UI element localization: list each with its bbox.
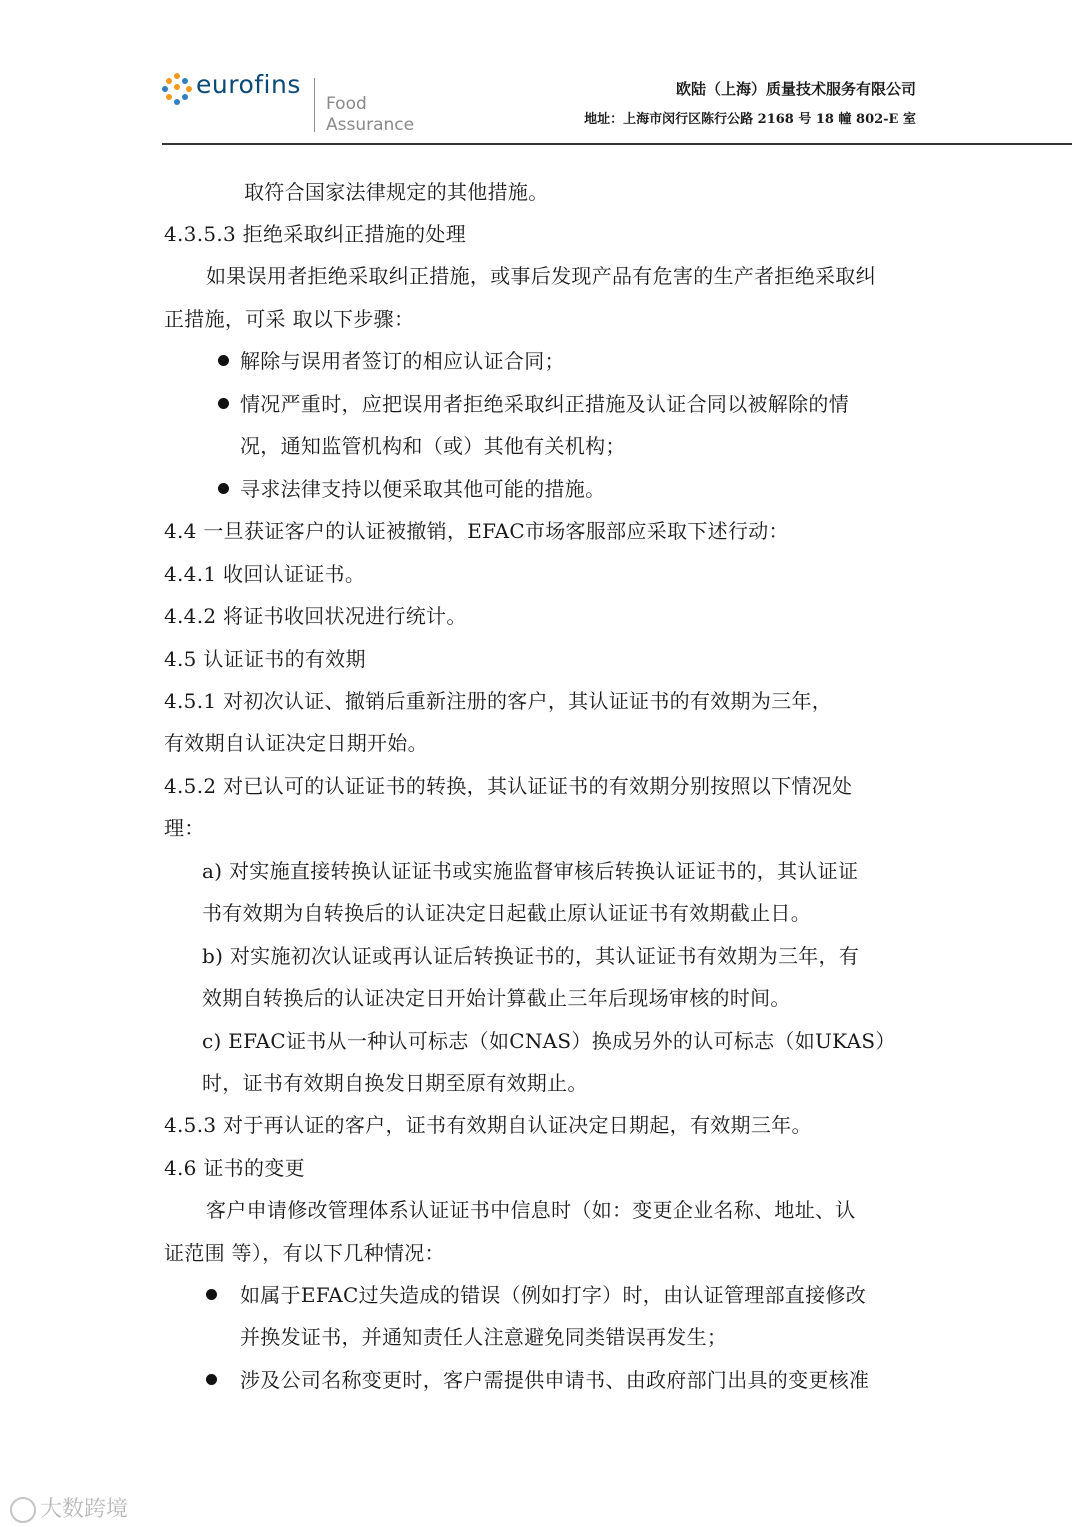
bullet-icon	[218, 483, 229, 494]
section-heading: 4.6 证书的变更	[164, 1156, 305, 1180]
paragraph-line: 4.4.1 收回认证证书。	[164, 562, 366, 586]
paragraph-line: 正措施，可采 取以下步骤：	[164, 307, 415, 331]
bullet-icon	[206, 1374, 217, 1385]
paragraph-line: 客户申请修改管理体系认证证书中信息时（如：变更企业名称、地址、认	[206, 1198, 856, 1222]
bullet-icon	[206, 1289, 217, 1300]
logo-wordmark: eurofins	[196, 70, 301, 99]
paragraph-line: 理：	[164, 816, 205, 840]
paragraph-line: 4.4.2 将证书收回状况进行统计。	[164, 604, 467, 628]
bullet-icon	[218, 398, 229, 409]
section-heading: 4.4 一旦获证客户的认证被撤销，EFAC市场客服部应采取下述行动：	[164, 519, 789, 543]
list-item-continuation: 况，通知监管机构和（或）其他有关机构；	[240, 434, 626, 458]
company-name: 欧陆（上海）质量技术服务有限公司	[675, 80, 916, 98]
list-item: c) EFAC证书从一种认可标志（如CNAS）换成另外的认可标志（如UKAS）	[202, 1029, 896, 1053]
list-item-continuation: 并换发证书，并通知责任人注意避免同类错误再发生；	[240, 1325, 728, 1349]
paragraph-line: 如果误用者拒绝采取纠正措施，或事后发现产品有危害的生产者拒绝采取纠	[206, 264, 876, 288]
watermark	[10, 1492, 128, 1523]
list-item: 如属于EFAC过失造成的错误（例如打字）时，由认证管理部直接修改	[240, 1283, 867, 1307]
list-item: a) 对实施直接转换认证证书或实施监督审核后转换认证证书的，其认证证	[202, 859, 859, 883]
watermark-logo-icon	[10, 1497, 36, 1523]
paragraph-line: 4.5.2 对已认可的认证证书的转换，其认证证书的有效期分别按照以下情况处	[164, 774, 853, 798]
company-address: 地址：上海市闵行区陈行公路 2168 号 18 幢 802-E 室	[584, 112, 916, 127]
paragraph-line: 取符合国家法律规定的其他措施。	[244, 180, 549, 204]
list-item-continuation: 书有效期为自转换后的认证决定日起截止原认证证书有效期截止日。	[202, 901, 811, 925]
paragraph-line: 证范围 等），有以下几种情况：	[164, 1241, 445, 1265]
section-heading: 4.3.5.3 拒绝采取纠正措施的处理	[164, 222, 467, 246]
paragraph-line: 有效期自认证决定日期开始。	[164, 731, 428, 755]
list-item: b) 对实施初次认证或再认证后转换证书的，其认证证书有效期为三年，有	[202, 944, 860, 968]
bullet-icon	[218, 355, 229, 366]
list-item: 寻求法律支持以便采取其他可能的措施。	[240, 477, 606, 501]
list-item: 情况严重时，应把误用者拒绝采取纠正措施及认证合同以被解除的情	[240, 392, 849, 416]
logo-sub-assurance: Assurance	[326, 115, 415, 135]
list-item: 涉及公司名称变更时，客户需提供申请书、由政府部门出具的变更核准	[240, 1368, 870, 1392]
list-item-continuation: 效期自转换后的认证决定日开始计算截止三年后现场审核的时间。	[202, 986, 791, 1010]
logo-sub-food: Food	[326, 94, 367, 114]
list-item: 解除与误用者签订的相应认证合同；	[240, 349, 565, 373]
section-heading: 4.5 认证证书的有效期	[164, 647, 366, 671]
watermark-text: 大数跨境	[40, 1497, 129, 1522]
paragraph-line: 4.5.1 对初次认证、撤销后重新注册的客户，其认证证书的有效期为三年，	[164, 689, 833, 713]
list-item-continuation: 时，证书有效期自换发日期至原有效期止。	[202, 1071, 588, 1095]
paragraph-line: 4.5.3 对于再认证的客户，证书有效期自认证决定日期起，有效期三年。	[164, 1113, 812, 1137]
